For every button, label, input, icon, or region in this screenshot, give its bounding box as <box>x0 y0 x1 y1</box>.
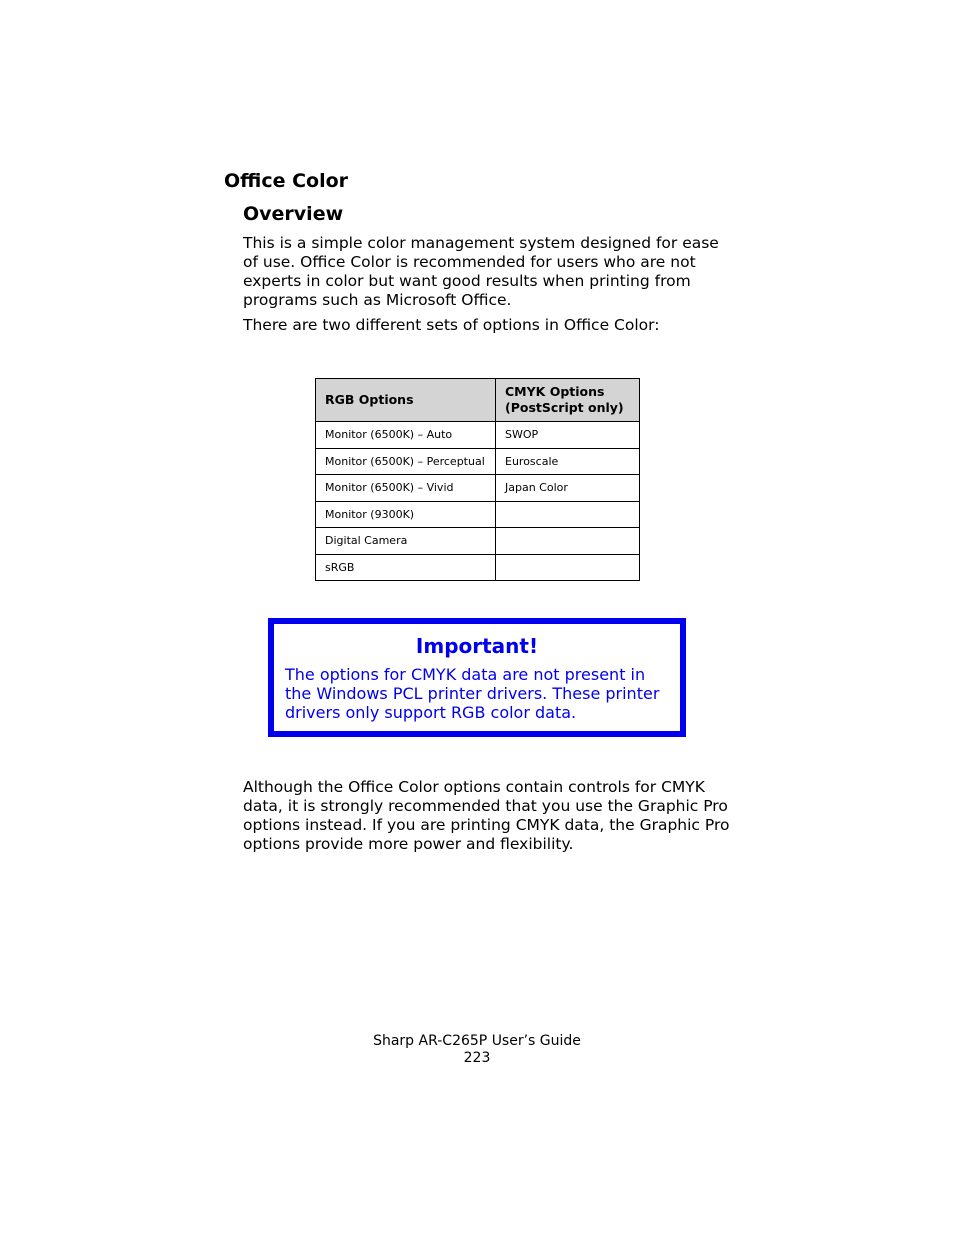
rgb-option-cell: Monitor (9300K) <box>316 501 496 528</box>
rgb-option-cell: Monitor (6500K) – Vivid <box>316 475 496 502</box>
table-row <box>316 422 640 449</box>
table-row <box>316 448 640 475</box>
table-row <box>316 475 640 502</box>
table-row <box>316 501 640 528</box>
cmyk-option-cell <box>496 554 640 581</box>
cmyk-options-header: CMYK Options (PostScript only) <box>496 379 640 422</box>
important-notice-box <box>268 618 686 737</box>
options-intro-paragraph: There are two different sets of options in Office Color: <box>243 316 660 334</box>
important-title: Important! <box>415 634 539 658</box>
rgb-options-header: RGB Options <box>316 379 496 422</box>
important-text: The options for CMYK data are not present in the Windows PCL printer drivers. These printer drivers only support RGB color data. <box>285 665 660 722</box>
table-row <box>316 554 640 581</box>
rgb-option-cell: Monitor (6500K) – Auto <box>316 422 496 449</box>
section-title: Office Color <box>224 170 349 192</box>
footer-guide-title: Sharp AR-C265P User’s Guide <box>373 1033 581 1049</box>
cmyk-option-cell: SWOP <box>496 422 640 449</box>
closing-paragraph: Although the Office Color options contain controls for CMYK data, it is strongly recommended that you use the Graphic Pro options instead. If you are printing CMYK data, the Graphic Pro options provide more power and flexibility. <box>243 778 730 853</box>
color-options-table <box>315 378 640 581</box>
rgb-option-cell: Digital Camera <box>316 528 496 555</box>
cmyk-option-cell: Japan Color <box>496 475 640 502</box>
cmyk-option-cell <box>496 501 640 528</box>
rgb-option-cell: sRGB <box>316 554 496 581</box>
cmyk-option-cell: Euroscale <box>496 448 640 475</box>
rgb-option-cell: Monitor (6500K) – Perceptual <box>316 448 496 475</box>
table-header-row <box>316 379 640 422</box>
cmyk-option-cell <box>496 528 640 555</box>
overview-paragraph: This is a simple color management system designed for ease of use. Office Color is recommended for users who are not experts in color but want good results when printing from programs such as Microsoft Office. <box>243 234 719 309</box>
overview-heading: Overview <box>243 203 344 225</box>
table-row <box>316 528 640 555</box>
footer-page-number: 223 <box>463 1050 491 1066</box>
